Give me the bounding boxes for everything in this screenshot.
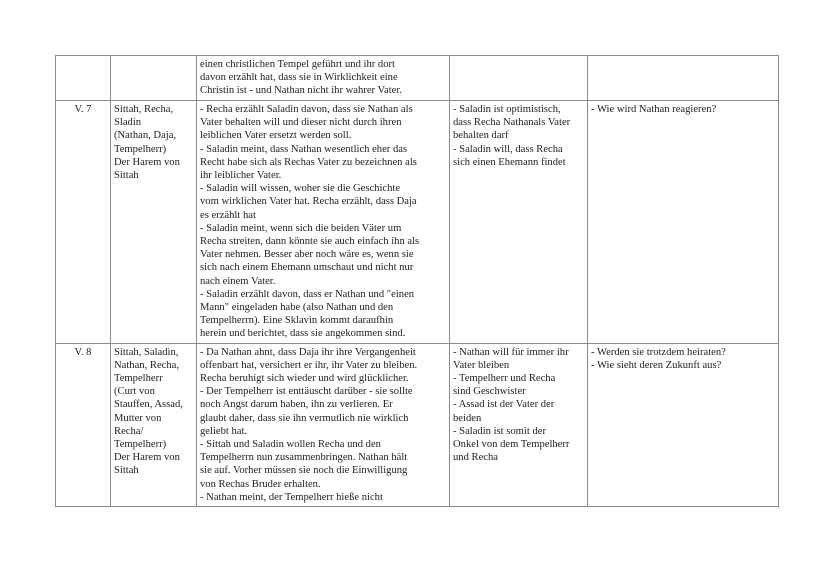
interpretation-line: - Tempelherr und Recha — [453, 373, 556, 385]
character-line: Sittah — [114, 465, 139, 477]
character-line: Der Harem von — [114, 156, 180, 168]
table-row — [56, 101, 779, 344]
content-line: - Sittah und Saladin wollen Recha und den — [200, 439, 381, 451]
content-line: Mann" eingeladen habe (also Nathan und den — [200, 302, 394, 314]
characters-cell — [111, 56, 197, 101]
content-cell — [197, 343, 450, 506]
character-line: Tempelherr) — [114, 143, 167, 155]
questions-cell — [588, 343, 779, 506]
content-line: herein und berichtet, dass sie angekommen sind. — [200, 328, 406, 340]
content-line: Recht habe sich als Rechas Vater zu bezeichnen als — [200, 156, 417, 168]
interpretation-line: Onkel von dem Tempelherr — [453, 439, 570, 451]
interpretation-cell — [450, 101, 588, 344]
character-line: Recha/ — [114, 425, 144, 437]
verse-label: V. 8 — [74, 346, 92, 358]
content-line: geliebt hat. — [200, 425, 248, 437]
interpretation-line: sind Geschwister — [453, 386, 526, 398]
characters-cell — [111, 343, 197, 506]
interpretation-line: Vater bleiben — [453, 359, 510, 371]
content-line: Christin ist - und Nathan nicht ihr wahrer Vater. — [200, 85, 402, 97]
character-line: (Nathan, Daja, — [114, 130, 177, 142]
content-line: Vater behalten will und dieser nicht durch ihren — [200, 117, 402, 129]
content-line: - Der Tempelherr ist enttäuscht darüber - sie sollte — [200, 386, 413, 398]
content-line: von Rechas Bruder erhalten. — [200, 478, 321, 490]
interpretation-line: - Nathan will für immer ihr — [453, 346, 569, 358]
character-line: Sittah — [114, 170, 139, 182]
character-line: Der Harem von — [114, 452, 180, 464]
interpretation-line: dass Recha Nathanals Vater — [453, 117, 571, 129]
interpretation-line: und Recha — [453, 452, 499, 464]
verse-label: V. 7 — [74, 104, 92, 115]
interpretation-line: - Assad ist der Vater der — [453, 399, 555, 411]
content-line: - Saladin erzählt davon, dass er Nathan und "einen — [200, 288, 415, 300]
interpretation-cell — [450, 56, 588, 101]
content-line: Recha streiten, dann könnte sie auch einfach ihn als — [200, 236, 420, 248]
content-cell — [197, 56, 450, 101]
content-line: - Recha erzählt Saladin davon, dass sie Nathan als — [200, 104, 413, 115]
interpretation-line: beiden — [453, 412, 482, 424]
content-line: ihr leiblicher Vater. — [200, 170, 282, 182]
content-line: - Saladin meint, dass Nathan wesentlich eher das — [200, 143, 408, 155]
interpretation-line: - Saladin will, dass Recha — [453, 143, 563, 155]
character-line: (Curt von — [114, 386, 155, 398]
content-line: Vater nehmen. Besser aber noch wäre es, wenn sie — [200, 249, 414, 261]
content-line: sie auf. Vorher müssen sie noch die Einwilligung — [200, 465, 408, 477]
content-line: leiblichen Vater ersetzt werden soll. — [200, 130, 352, 142]
questions-cell — [588, 56, 779, 101]
table-row — [56, 343, 779, 506]
character-line: Mutter von — [114, 412, 162, 424]
content-line: offenbart hat, versichert er ihr, ihr Vater zu bleiben. — [200, 359, 418, 371]
scene-analysis-table — [55, 55, 779, 507]
character-line: Stauffen, Assad, — [114, 399, 183, 411]
question-line: - Wie wird Nathan reagieren? — [591, 104, 717, 115]
content-line: - Nathan meint, der Tempelherr hieße nicht — [200, 491, 383, 503]
character-line: Nathan, Recha, — [114, 359, 180, 371]
content-line: - Saladin will wissen, woher sie die Geschichte — [200, 183, 401, 195]
content-line: es erzählt hat — [200, 209, 256, 221]
character-line: Sittah, Saladin, — [114, 346, 179, 358]
content-line: vom wirklichen Vater hat. Recha erzählt, dass Daja — [200, 196, 417, 208]
question-line: - Werden sie trotzdem heiraten? — [591, 346, 726, 358]
character-line: Sladin — [114, 117, 142, 129]
interpretation-line: sich einen Ehemann findet — [453, 156, 566, 168]
verse-cell — [56, 56, 111, 101]
content-line: sich nach einem Ehemann umschaut und nicht nur — [200, 262, 414, 274]
interpretation-line: - Saladin ist somit der — [453, 425, 546, 437]
character-line: Sittah, Recha, — [114, 104, 174, 115]
content-line: davon erzählt hat, dass sie in Wirklichkeit eine — [200, 72, 398, 84]
content-line: - Saladin meint, wenn sich die beiden Väter um — [200, 222, 402, 234]
questions-cell — [588, 101, 779, 344]
interpretation-line: behalten darf — [453, 130, 509, 142]
content-line: glaubt daher, dass sie ihn vermutlich nie wirklich — [200, 412, 409, 424]
verse-cell — [56, 343, 111, 506]
content-cell — [197, 101, 450, 344]
content-line: Tempelherrn). Eine Sklavin kommt daraufhin — [200, 315, 394, 327]
verse-cell — [56, 101, 111, 344]
content-line: Tempelherrn nun zusammenbringen. Nathan hält — [200, 452, 408, 464]
content-line: nach einem Vater. — [200, 275, 276, 287]
characters-cell — [111, 101, 197, 344]
content-line: Recha beruhigt sich wieder und wird glücklicher. — [200, 373, 409, 385]
interpretation-cell — [450, 343, 588, 506]
content-line: - Da Nathan ahnt, dass Daja ihr ihre Vergangenheit — [200, 346, 416, 358]
table-row — [56, 56, 779, 101]
content-line: einen christlichen Tempel geführt und ihr dort — [200, 59, 395, 70]
character-line: Tempelherr — [114, 373, 163, 385]
interpretation-line: - Saladin ist optimistisch, — [453, 104, 561, 115]
content-line: noch Angst darum haben, ihn zu verlieren. Er — [200, 399, 393, 411]
question-line: - Wie sieht deren Zukunft aus? — [591, 359, 722, 371]
character-line: Tempelherr) — [114, 439, 167, 451]
